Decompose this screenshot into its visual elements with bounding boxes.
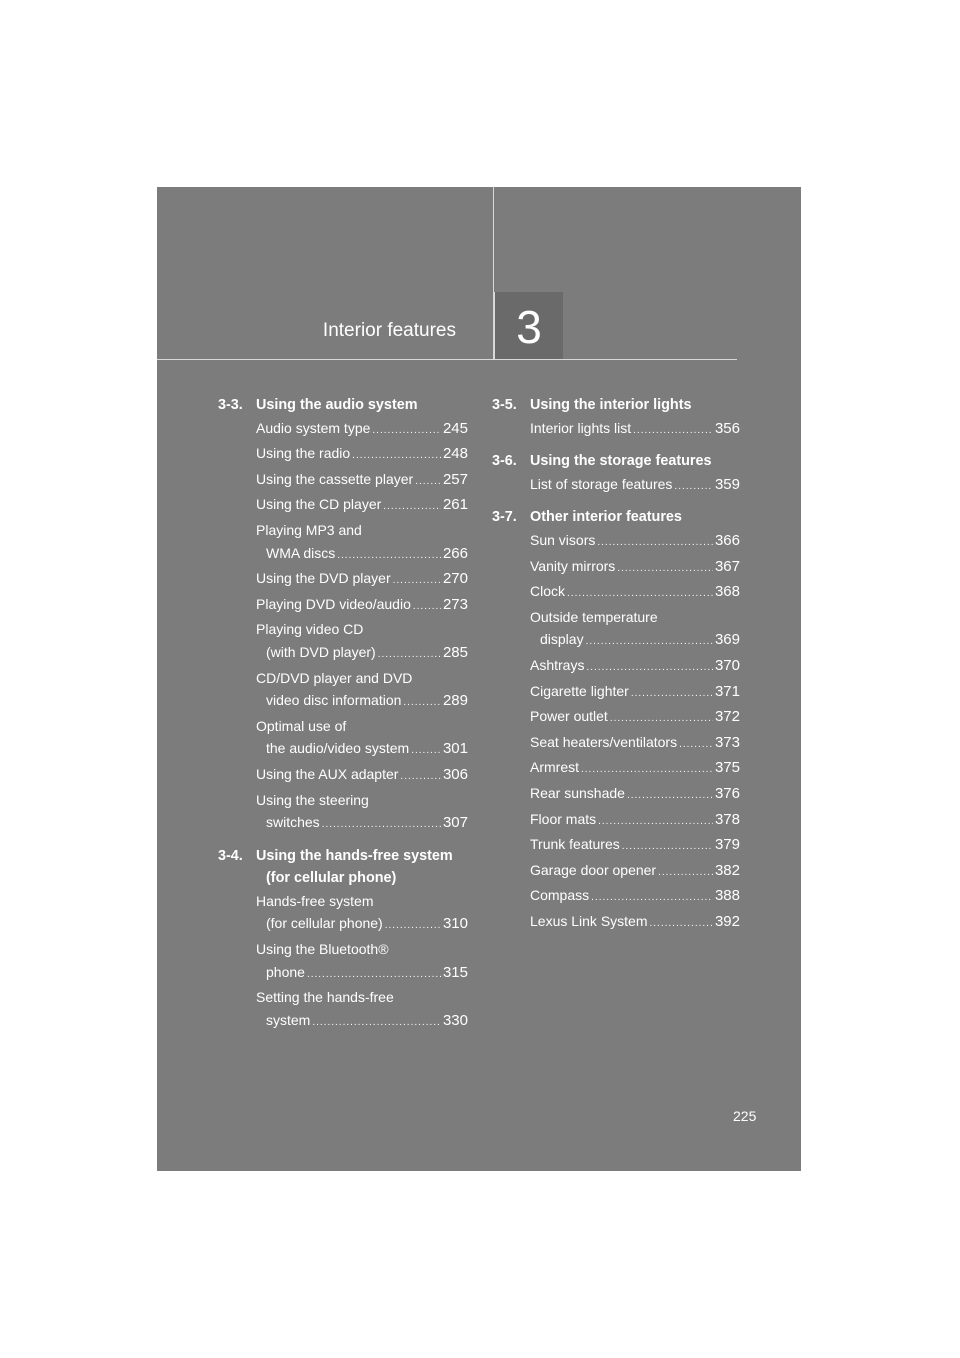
- toc-entry[interactable]: [256, 811, 468, 837]
- toc-section: [218, 845, 468, 1035]
- toc-entry-page: 301: [442, 740, 468, 758]
- toc-entry[interactable]: [530, 580, 740, 606]
- toc-entry[interactable]: [530, 529, 740, 555]
- toc-entry[interactable]: [530, 417, 740, 443]
- toc-entry-page: 285: [442, 643, 468, 661]
- toc-entry-label: system: [266, 1011, 311, 1028]
- dot-leader: [393, 570, 441, 593]
- header-divider-horizontal: [157, 359, 737, 360]
- section-heading[interactable]: [218, 845, 468, 868]
- dot-leader: [567, 583, 713, 606]
- toc-entry-label: Floor mats: [530, 810, 597, 827]
- toc-entry[interactable]: [256, 442, 468, 468]
- toc-entry-page: 388: [714, 887, 740, 905]
- dot-leader: [631, 683, 713, 706]
- toc-entry-label: Cigarette lighter: [530, 682, 629, 699]
- toc-entry-page: 368: [714, 583, 740, 601]
- toc-section: [492, 394, 740, 442]
- toc-entry-page: 315: [442, 963, 468, 981]
- toc-entry-page: 257: [442, 470, 468, 488]
- toc-entry-page: 356: [714, 419, 740, 437]
- toc-entry[interactable]: [256, 689, 468, 715]
- entry-list: [492, 473, 740, 499]
- chapter-title: Interior features: [322, 320, 456, 341]
- toc-entry-label: Clock: [530, 583, 566, 600]
- toc-entry-label: Using the AUX adapter: [256, 765, 399, 782]
- toc-entry-lead[interactable]: CD/DVD player and DVD: [256, 669, 413, 686]
- toc-entry-label: Seat heaters/ventilators: [530, 733, 678, 750]
- toc-entry-lead[interactable]: Hands-free system: [256, 892, 374, 909]
- dot-leader: [679, 734, 713, 757]
- toc-entry-page: 359: [714, 475, 740, 493]
- toc-entry-page: 392: [714, 912, 740, 930]
- dot-leader: [633, 420, 713, 443]
- toc-entry-label: Power outlet: [530, 708, 608, 725]
- toc-entry-label: (for cellular phone): [266, 915, 383, 932]
- toc-entry-lead[interactable]: Outside temperature: [530, 608, 658, 625]
- toc-entry-label: Using the radio: [256, 445, 351, 462]
- toc-entry-label: Garage door opener: [530, 861, 657, 878]
- toc-entry-label: Armrest: [530, 759, 579, 776]
- dot-leader: [581, 759, 713, 782]
- dot-leader: [415, 471, 441, 494]
- toc-entry-label: Sun visors: [530, 531, 596, 548]
- dot-leader: [650, 913, 713, 936]
- entry-list: [218, 417, 468, 837]
- chapter-number-tab: [494, 292, 563, 359]
- toc-section: [492, 450, 740, 498]
- toc-entry-label: Playing DVD video/audio: [256, 595, 411, 612]
- toc-entry-label: video disc information: [266, 692, 402, 709]
- section-number: 3-3.: [218, 397, 243, 413]
- toc-entry-lead[interactable]: Playing video CD: [256, 621, 364, 638]
- toc-entry[interactable]: [530, 859, 740, 885]
- toc-entry-page: 375: [714, 759, 740, 777]
- toc-entry-page: 261: [442, 496, 468, 514]
- toc-entry-lead[interactable]: Setting the hands-free: [256, 989, 394, 1006]
- toc-entry-label: switches: [266, 814, 320, 831]
- toc-entry-label: Using the cassette player: [256, 470, 414, 487]
- toc-entry-page: 307: [442, 814, 468, 832]
- dot-leader: [598, 811, 713, 834]
- toc-entry-page: 330: [442, 1011, 468, 1029]
- toc-entry-page: 379: [714, 836, 740, 854]
- dot-leader: [622, 836, 713, 859]
- toc-entry[interactable]: [530, 808, 740, 834]
- dot-leader: [312, 1012, 441, 1035]
- entry-list: [218, 890, 468, 1035]
- toc-entry-page: 373: [714, 733, 740, 751]
- section-title-continued: (for cellular phone): [266, 870, 397, 887]
- toc-entry[interactable]: [530, 628, 740, 654]
- dot-leader: [413, 596, 441, 619]
- toc-entry[interactable]: [530, 473, 740, 499]
- toc-entry-label: Vanity mirrors: [530, 557, 616, 574]
- toc-entry-label: phone: [266, 963, 305, 980]
- dot-leader: [411, 740, 441, 763]
- dot-leader: [307, 964, 441, 987]
- dot-leader: [400, 766, 441, 789]
- toc-entry[interactable]: [256, 912, 468, 938]
- toc-entry[interactable]: [256, 961, 468, 987]
- toc-entry[interactable]: [530, 680, 740, 706]
- toc-entry-label: (with DVD player): [266, 643, 376, 660]
- toc-section: [218, 394, 468, 837]
- toc-entry-label: WMA discs: [266, 544, 336, 561]
- toc-entry-label: Audio system type: [256, 419, 371, 436]
- toc-entry-label: Trunk features: [530, 836, 620, 853]
- toc-entry-page: 371: [714, 682, 740, 700]
- section-number: 3-4.: [218, 847, 243, 864]
- toc-entry[interactable]: [256, 567, 468, 593]
- toc-entry-label: Compass: [530, 887, 590, 904]
- toc-entry-page: 372: [714, 708, 740, 726]
- toc-entry[interactable]: [530, 731, 740, 757]
- toc-entry-label: Using the CD player: [256, 496, 382, 513]
- dot-leader: [627, 785, 713, 808]
- dot-leader: [372, 420, 441, 443]
- toc-entry[interactable]: [256, 763, 468, 789]
- toc-entry-page: 289: [442, 692, 468, 710]
- toc-entry-lead[interactable]: Using the Bluetooth®: [256, 941, 389, 958]
- toc-entry[interactable]: [256, 417, 468, 443]
- toc-entry-page: 367: [714, 557, 740, 575]
- toc-entry-page: 376: [714, 784, 740, 802]
- toc-entry[interactable]: [256, 737, 468, 763]
- toc-entry[interactable]: [256, 468, 468, 494]
- dot-leader: [383, 496, 441, 519]
- toc-entry[interactable]: [256, 493, 468, 519]
- chapter-number: 3: [516, 301, 542, 353]
- dot-leader: [674, 476, 713, 499]
- section-title: Using the hands-free system: [256, 847, 453, 864]
- toc-entry-lead[interactable]: Playing MP3 and: [256, 521, 362, 538]
- entry-list: [492, 529, 740, 936]
- toc-entry-page: 266: [442, 544, 468, 562]
- toc-entry[interactable]: [256, 641, 468, 667]
- section-title: Using the storage features: [530, 453, 712, 470]
- dot-leader: [403, 692, 441, 715]
- dot-leader: [385, 915, 441, 938]
- dot-leader: [617, 558, 713, 581]
- toc-entry-label: Lexus Link System: [530, 912, 648, 929]
- toc-section: [492, 506, 740, 935]
- toc-entry[interactable]: [530, 884, 740, 910]
- dot-leader: [586, 657, 713, 680]
- toc-entry[interactable]: [530, 654, 740, 680]
- section-title: Other interior features: [530, 509, 682, 526]
- toc-entry[interactable]: [256, 593, 468, 619]
- toc-entry-page: 306: [442, 765, 468, 783]
- toc-entry[interactable]: [530, 910, 740, 936]
- toc-entry-page: 370: [714, 656, 740, 674]
- section-heading[interactable]: [492, 450, 740, 473]
- section-title: Using the audio system: [256, 397, 418, 413]
- toc-entry-page: 310: [442, 915, 468, 933]
- section-number: 3-7.: [492, 509, 517, 526]
- dot-leader: [378, 644, 441, 667]
- section-heading[interactable]: [218, 394, 468, 417]
- dot-leader: [610, 708, 713, 731]
- dot-leader: [658, 862, 713, 885]
- dot-leader: [586, 631, 713, 654]
- toc-entry-label: Ashtrays: [530, 656, 585, 673]
- toc-entry-label: Interior lights list: [530, 419, 632, 436]
- dot-leader: [337, 545, 441, 568]
- toc-entry-page: 245: [442, 419, 468, 437]
- toc-entry-page: 378: [714, 810, 740, 828]
- toc-entry-page: 270: [442, 570, 468, 588]
- toc-entry-lead[interactable]: Using the steering: [256, 791, 369, 808]
- toc-entry-label: the audio/video system: [266, 740, 410, 757]
- page-number: 225: [733, 1108, 757, 1124]
- dot-leader: [591, 887, 713, 910]
- entry-list: [492, 417, 740, 443]
- dot-leader: [322, 814, 441, 837]
- dot-leader: [352, 445, 441, 468]
- section-number: 3-6.: [492, 453, 517, 470]
- toc-entry-label: Using the DVD player: [256, 570, 391, 587]
- toc-entry-page: 248: [442, 445, 468, 463]
- toc-entry-page: 366: [714, 531, 740, 549]
- toc-entry-label: List of storage features: [530, 475, 673, 492]
- section-number: 3-5.: [492, 397, 517, 413]
- toc-entry[interactable]: [256, 1009, 468, 1035]
- toc-entry[interactable]: [530, 833, 740, 859]
- toc-entry-label: display: [540, 631, 584, 648]
- toc-right-column: [492, 394, 740, 943]
- toc-entry[interactable]: [530, 705, 740, 731]
- toc-entry-lead[interactable]: Optimal use of: [256, 717, 347, 734]
- toc-entry-page: 382: [714, 861, 740, 879]
- toc-entry[interactable]: [530, 756, 740, 782]
- toc-entry-page: 273: [442, 595, 468, 613]
- section-heading[interactable]: [492, 506, 740, 529]
- dot-leader: [597, 532, 713, 555]
- section-title: Using the interior lights: [530, 397, 692, 413]
- toc-entry[interactable]: [530, 782, 740, 808]
- toc-entry-page: 369: [714, 631, 740, 649]
- toc-entry[interactable]: [530, 555, 740, 581]
- toc-entry[interactable]: [256, 542, 468, 568]
- toc-entry-label: Rear sunshade: [530, 784, 625, 801]
- section-heading[interactable]: [492, 394, 740, 417]
- toc-left-column: [218, 394, 468, 1042]
